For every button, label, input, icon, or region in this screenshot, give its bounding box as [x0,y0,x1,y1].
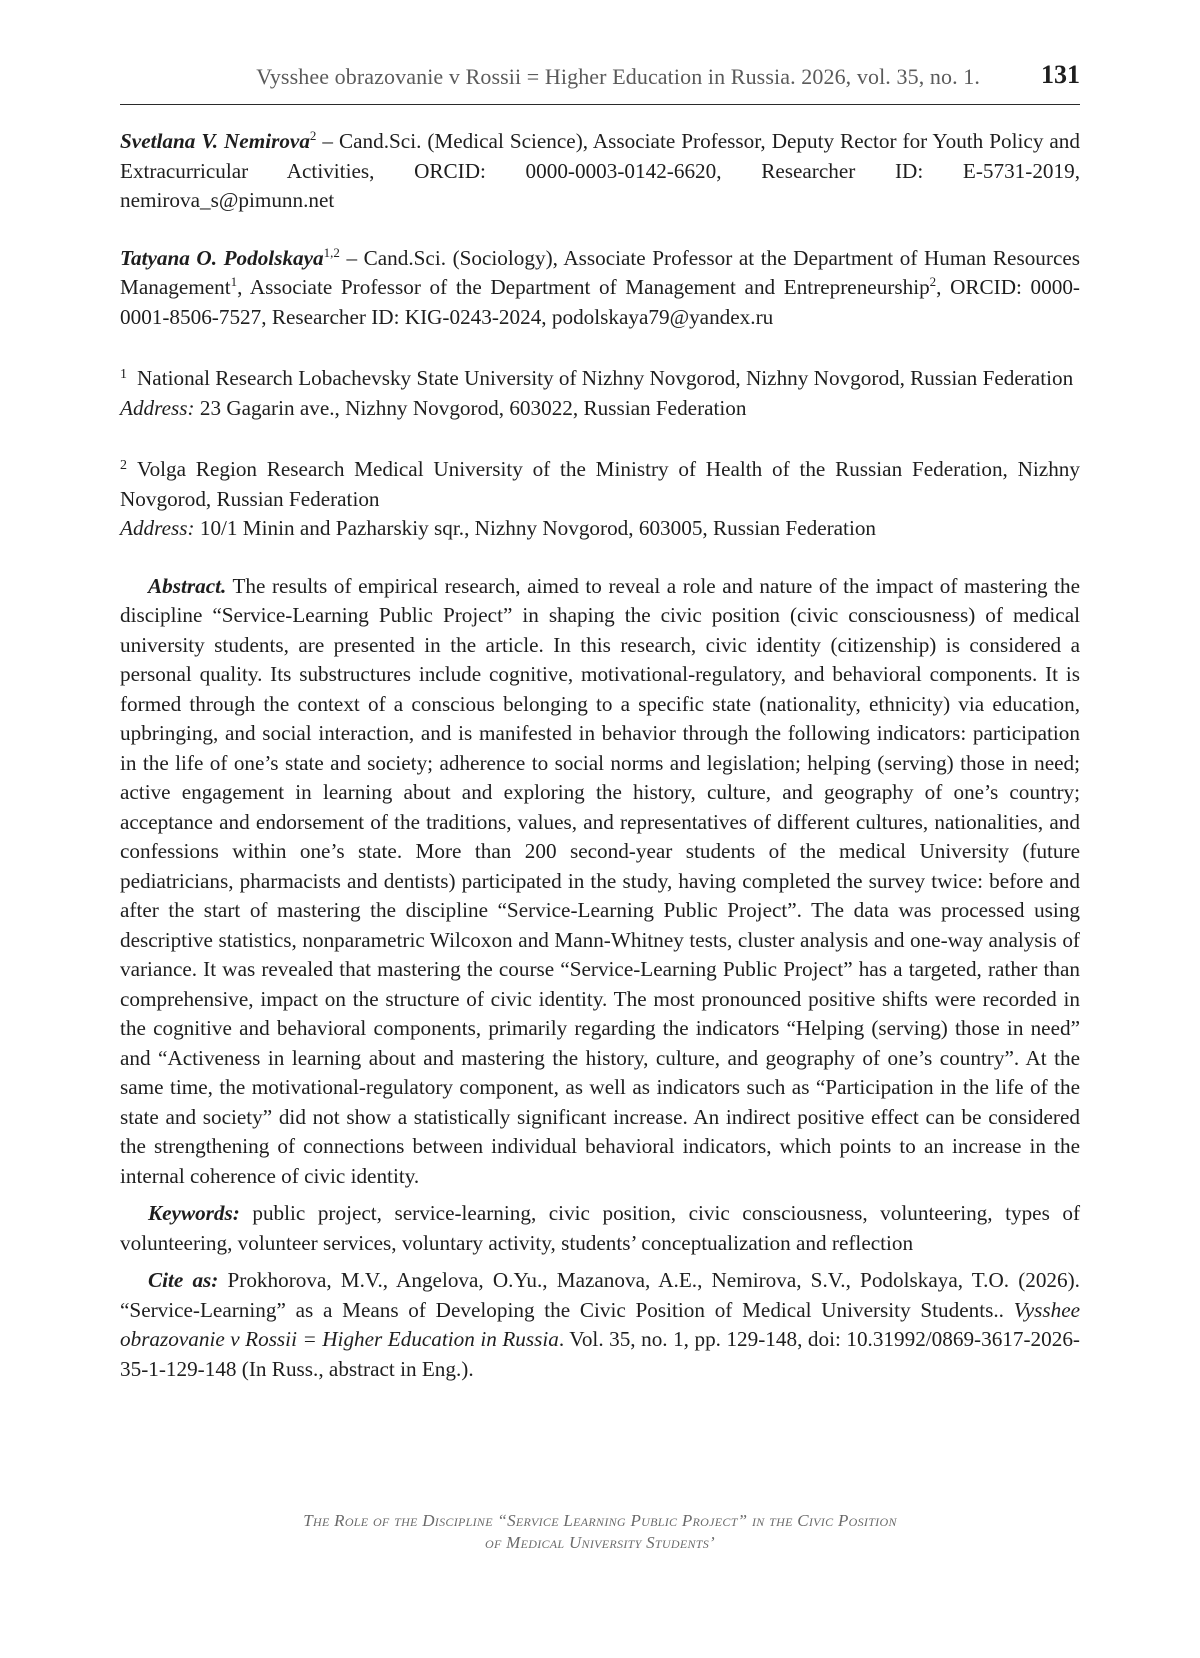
affiliation-address-line [120,514,1080,544]
affiliation-name: National Research Lobachevsky State University of Nizhny Novgorod, Nizhny Novgorod, Russian Federation [137,366,1074,390]
journal-citation-header: Vysshee obrazovanie v Rossii = Higher Education in Russia. 2026, vol. 35, no. 1. [256,64,980,89]
footer-title-line-1: The Role of the Discipline “Service Learning Public Project” in the Civic Position [303,1511,897,1530]
author-details: , Associate Professor of the Department of Management and Entrepreneurship [237,275,930,299]
author-details: – Cand.Sci. (Medical Science), Associate Professor, Deputy Rector for Youth Policy and Extracurricular Activities, ORCID: 0000-0003-0142-6620, Researcher ID: E-5731-2019, nemirova_s@pimunn.net [120,129,1080,212]
author-name: Svetlana V. Nemirova [120,129,310,153]
affiliation-name-line [120,360,1080,394]
details-sup: 2 [929,274,937,289]
running-header [120,60,1080,105]
page-number: 131 [1041,60,1080,89]
details-sup: 1 [230,274,238,289]
page [120,60,1080,1552]
cite-label: Cite as: [148,1268,219,1292]
address-label: Address: [120,516,195,540]
affiliation-number: 1 [120,367,127,382]
author-entry-nemirova [120,127,1080,216]
keywords-label: Keywords: [148,1201,240,1225]
affiliation-2 [120,451,1080,544]
affiliation-1 [120,360,1080,423]
footer-title-line-2: of Medical University Students’ [485,1533,715,1552]
cite-journal-name: Vysshee obrazovanie v Rossii = Higher Education in Russia [120,1297,1080,1351]
keywords-paragraph [120,1199,1080,1258]
affiliation-name-line [120,451,1080,514]
abstract-label: Abstract. [148,573,227,598]
author-entry-podolskaya [120,244,1080,333]
author-affiliation-sup: 2 [309,128,317,143]
affiliation-number: 2 [120,458,127,473]
running-footer [120,1510,1080,1554]
author-name: Tatyana O. Podolskaya [120,245,324,270]
address-label: Address: [120,395,195,420]
affiliation-address-line [120,394,1080,424]
affiliation-name: Volga Region Research Medical University of the Ministry of Health of the Russian Federation, Nizhny Novgorod, Russian Federation [120,457,1080,511]
keywords-text: public project, service-learning, civic position, civic consciousness, volunteering, types of volunteering, volunteer services, voluntary activity, students’ conceptualization and reflection [120,1201,1080,1255]
affiliation-address: 23 Gagarin ave., Nizhny Novgorod, 603022, Russian Federation [194,395,747,420]
cite-text: . Vol. 35, no. 1, pp. 129-148, doi: 10.31992/0869-3617-2026-35-1-129-148 (In Russ., abstract in Eng.). [120,1327,1080,1381]
cite-text: Prokhorova, M.V., Angelova, O.Yu., Mazanova, A.E., Nemirova, S.V., Podolskaya, T.O. (2026). “Service-Learning” as a Means of Developing the Civic Position of Medical University Students.. [120,1268,1080,1322]
abstract-text: The results of empirical research, aimed to reveal a role and nature of the impact of mastering the discipline “Service-Learning Public Project” in shaping the civic position (civic consciousness) of medical university students, are presented in the article. In this research, civic identity (citizenship) is considered a personal quality. Its substructures include cognitive, motivational-regulatory, and behavioral components. It is formed through the context of a conscious belonging to a specific state (nationality, ethnicity) via education, upbringing, and social interaction, and is manifested in behavior through the following indicators: participation in the life of one’s state and society; adherence to social norms and legislation; helping (serving) those in need; active engagement in learning about and exploring the history, culture, and geography of one’s country; acceptance and endorsement of the traditions, values, and representatives of different cultures, nationalities, and confessions within one’s state. More than 200 second-year students of the medical University (future pediatricians, pharmacists and dentists) participated in the study, having completed the survey twice: before and after the start of mastering the discipline “Service-Learning Public Project”. The data was processed using descriptive statistics, nonparametric Wilcoxon and Mann-Whitney tests, cluster analysis and one-way analysis of variance. It was revealed that mastering the course “Service-Learning Public Project” has a targeted, rather than comprehensive, impact on the structure of civic identity. The most pronounced positive shifts were recorded in the cognitive and behavioral components, primarily regarding the indicators “Helping (serving) those in need” and “Activeness in learning about and mastering the history, culture, and geography of one’s country”. At the same time, the motivational-regulatory component, as well as indicators such as “Participation in the life of the state and society” did not show a statistically significant increase. An indirect positive effect can be considered the strengthening of connections between individual behavioral indicators, which points to an increase in the internal coherence of civic identity. [120,573,1080,1188]
author-details: , ORCID: 0000-0001-8506-7527, Researcher ID: KIG-0243-2024, podolskaya79@yandex.ru [120,275,1080,329]
affiliation-address: 10/1 Minin and Pazharskiy sqr., Nizhny Novgorod, 603005, Russian Federation [194,516,877,540]
author-affiliation-sup: 1,2 [323,244,340,260]
cite-paragraph [120,1266,1080,1384]
abstract-paragraph [120,572,1080,1192]
author-details: – Cand.Sci. (Sociology), Associate Professor at the Department of Human Resources Management [120,245,1080,299]
